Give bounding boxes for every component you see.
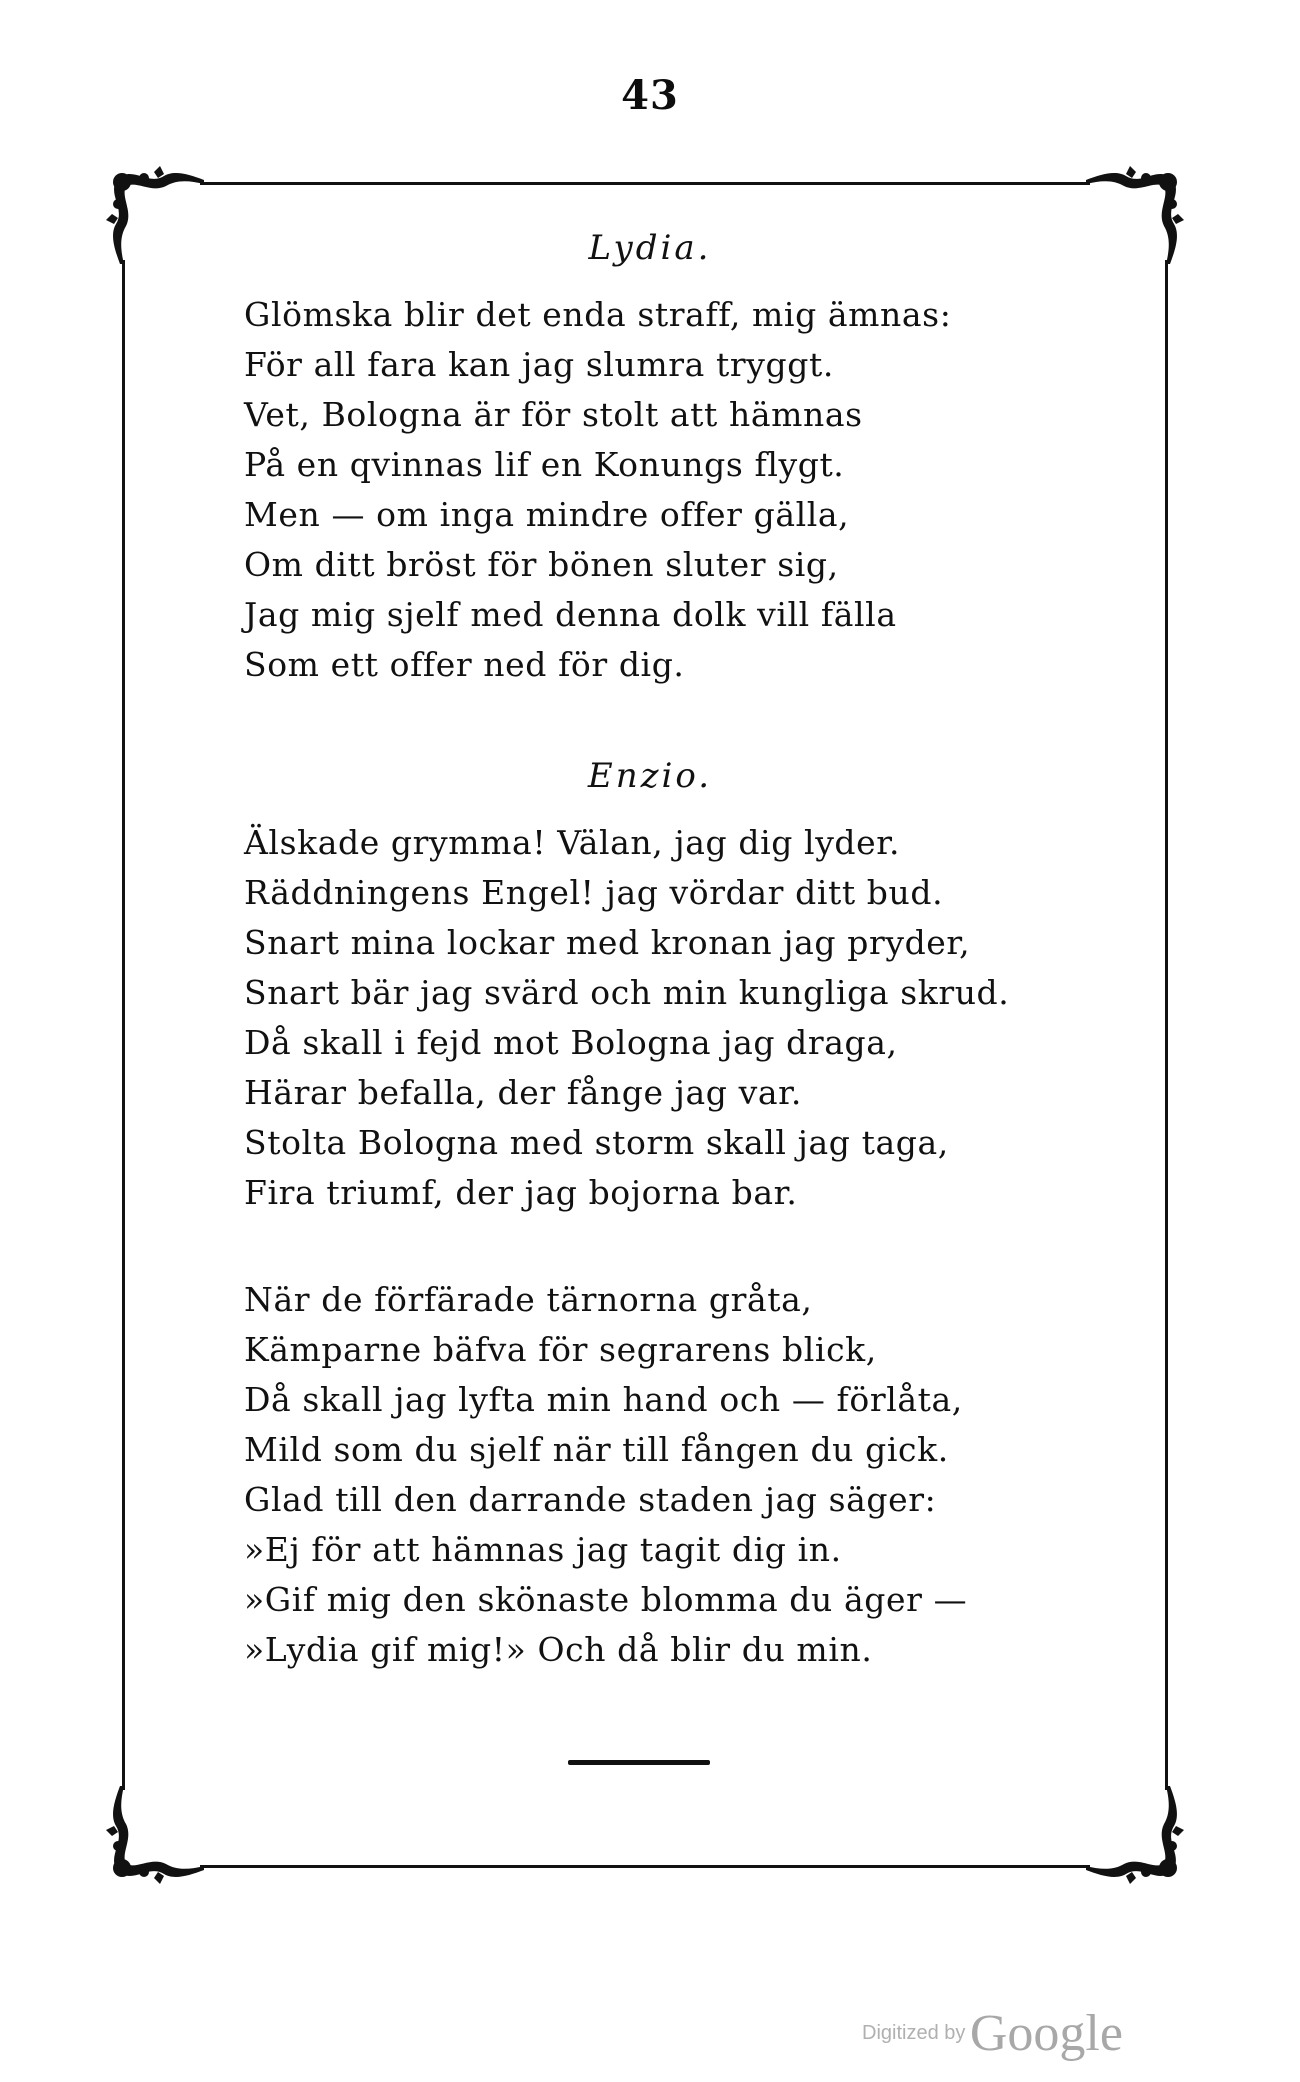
verse-line: Om ditt bröst för bönen sluter sig,	[244, 545, 839, 584]
verse-line: På en qvinnas lif en Konungs flygt.	[244, 445, 845, 484]
page-number: 43	[621, 72, 679, 119]
digitized-watermark	[862, 2004, 1123, 2063]
verse-line: »Ej för att hämnas jag tagit dig in.	[244, 1530, 842, 1569]
verse-line: Men — om inga mindre offer gälla,	[244, 495, 850, 534]
verse-line: När de förfärade tärnorna gråta,	[244, 1280, 813, 1319]
verse-line: Räddningens Engel! jag vördar ditt bud.	[244, 873, 944, 912]
border-bottom-line	[200, 1865, 1090, 1868]
verse-line: Vet, Bologna är för stolt att hämnas	[244, 395, 863, 434]
verse-line: För all fara kan jag slumra tryggt.	[244, 345, 834, 384]
verse-line: Då skall jag lyfta min hand och — förlåta,	[244, 1380, 963, 1419]
ornament-corner-icon	[1076, 1776, 1186, 1886]
border-right-line	[1165, 260, 1168, 1790]
verse-line: Snart mina lockar med kronan jag pryder,	[244, 923, 971, 962]
verse-line: Stolta Bologna med storm skall jag taga,	[244, 1123, 949, 1162]
speaker-heading-lydia: Lydia.	[588, 228, 712, 268]
stanza-enzio-1	[244, 818, 1009, 1218]
verse-line: Älskade grymma! Välan, jag dig lyder.	[244, 823, 901, 862]
speaker-heading-enzio: Enzio.	[587, 756, 713, 796]
verse-line: Glömska blir det enda straff, mig ämnas:	[244, 295, 952, 334]
verse-line: »Lydia gif mig!» Och då blir du min.	[244, 1630, 873, 1669]
watermark-prefix: Digitized by	[862, 2022, 966, 2044]
border-left-line	[122, 260, 125, 1790]
verse-line: Härar befalla, der fånge jag var.	[244, 1073, 802, 1112]
closing-rule	[568, 1760, 710, 1765]
verse-line: Mild som du sjelf när till fången du gick.	[244, 1430, 949, 1469]
verse-line: Fira triumf, der jag bojorna bar.	[244, 1173, 798, 1212]
verse-line: Snart bär jag svärd och min kungliga skrud.	[244, 973, 1010, 1012]
stanza-enzio-2	[244, 1275, 967, 1675]
verse-line: Kämparne bäfva för segrarens blick,	[244, 1330, 877, 1369]
ornament-corner-icon	[104, 1776, 214, 1886]
verse-line: Som ett offer ned för dig.	[244, 645, 685, 684]
verse-line: Jag mig sjelf med denna dolk vill fälla	[244, 595, 897, 634]
stanza-lydia	[244, 290, 951, 690]
verse-line: Då skall i fejd mot Bologna jag draga,	[244, 1023, 898, 1062]
verse-line: Glad till den darrande staden jag säger:	[244, 1480, 937, 1519]
watermark-brand: Google	[969, 2005, 1123, 2062]
verse-line: »Gif mig den skönaste blomma du äger —	[244, 1580, 968, 1619]
border-top-line	[200, 182, 1090, 185]
